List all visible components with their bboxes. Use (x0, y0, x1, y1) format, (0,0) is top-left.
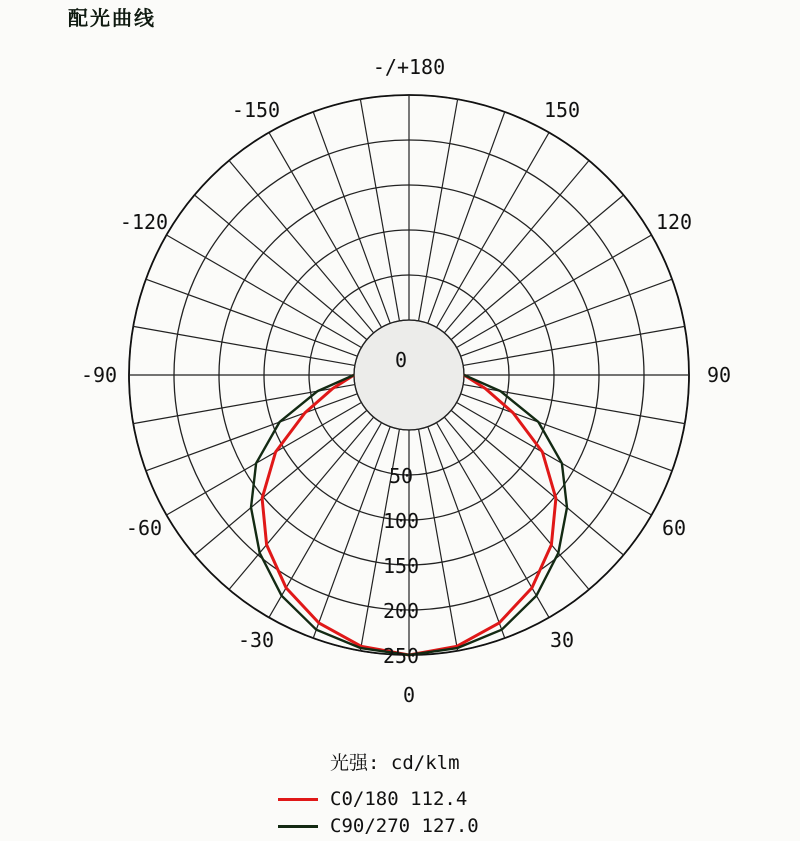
grid-spoke (428, 112, 505, 323)
legend-label-c0: C0/180 112.4 (330, 788, 468, 810)
angle-label-150: 150 (543, 97, 581, 122)
grid-spoke (195, 410, 367, 555)
angle-label-minus150: -150 (231, 97, 281, 122)
angle-label-minusplus180: -/+180 (372, 55, 446, 79)
legend-item-c0 (278, 788, 467, 810)
radial-label-100: 100 (382, 509, 420, 533)
chart-title: 配光曲线 (68, 6, 156, 30)
grid-spoke (360, 99, 399, 321)
grid-spoke (444, 161, 589, 333)
grid-spoke (146, 279, 357, 356)
grid-spoke (229, 161, 374, 333)
angle-label-minus90: -90 (80, 363, 118, 387)
angle-label-minus120: -120 (119, 210, 169, 234)
grid-spoke (313, 427, 390, 638)
grid-spoke (313, 112, 390, 323)
angle-label-30: 30 (549, 628, 575, 653)
grid-spoke (461, 394, 672, 471)
radial-label-250: 250 (382, 644, 420, 668)
angle-label-minus30: -30 (237, 628, 275, 653)
legend-label-c90: C90/270 127.0 (330, 815, 479, 837)
radial-label-150: 150 (382, 554, 420, 578)
radial-label-200: 200 (382, 599, 420, 623)
grid-spoke (419, 99, 458, 321)
grid-spoke (133, 326, 355, 365)
grid-spoke (195, 195, 367, 340)
radial-label-50: 50 (388, 464, 414, 488)
grid-spoke (451, 195, 623, 340)
grid-spoke (451, 410, 623, 555)
grid-spoke (463, 326, 685, 365)
legend-swatch-dark (278, 825, 318, 828)
grid-spoke (146, 394, 357, 471)
legend-item-c90 (278, 815, 479, 837)
angle-label-minus60: -60 (125, 516, 163, 540)
legend-swatch-red (278, 798, 318, 801)
angle-label-0: 0 (402, 683, 416, 707)
angle-label-120: 120 (655, 210, 693, 234)
radial-label-0: 0 (394, 348, 408, 372)
angle-label-90: 90 (706, 363, 732, 387)
grid-spoke (461, 279, 672, 356)
grid-spoke (419, 429, 458, 651)
angle-label-60: 60 (661, 516, 687, 540)
grid-spoke (428, 427, 505, 638)
unit-label: 光强: cd/klm (330, 752, 460, 774)
